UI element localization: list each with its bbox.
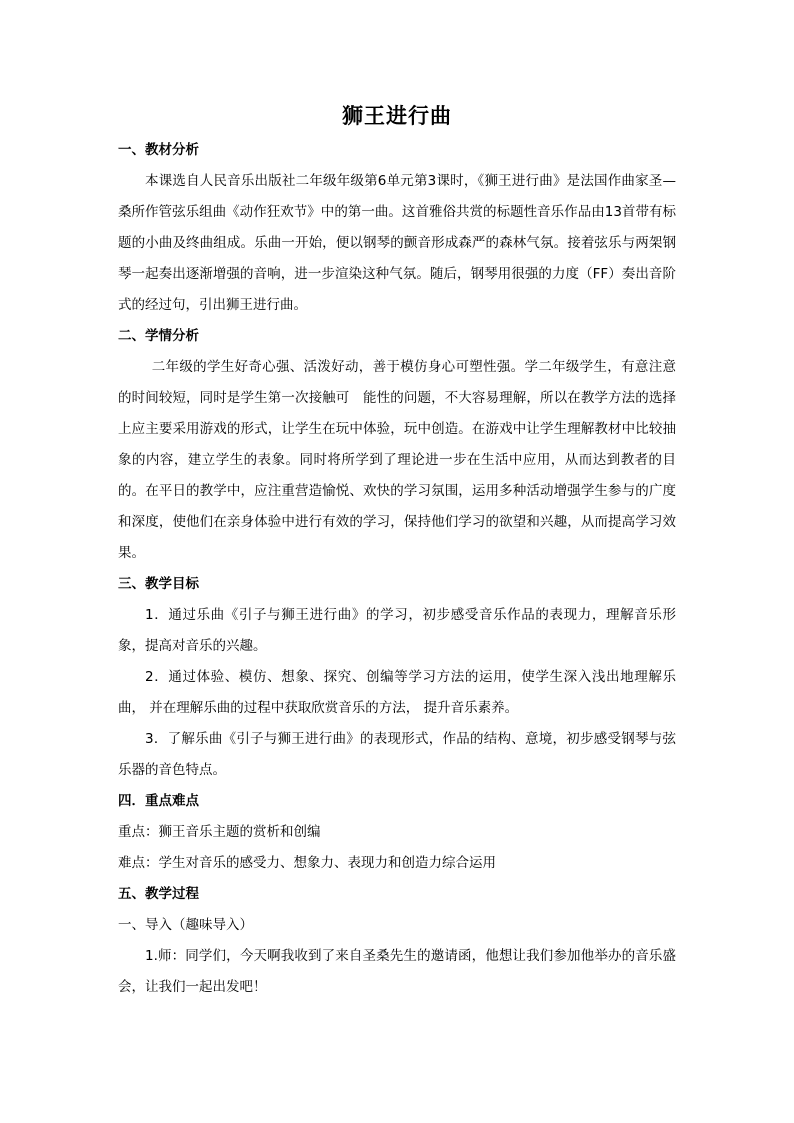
teaching-goal-item: 2．通过体验、模仿、想象、探究、创编等学习方法的运用，使学生深入浅出地理解乐曲， 并在理解乐曲的过程中获取欣赏音乐的方法， 提升音乐素养。 [118,669,676,716]
process-step-1: 1.师：同学们，今天啊我收到了来自圣桑先生的邀请函，他想让我们参加他举办的音乐盛会，让我们一起出发吧！ [118,948,676,995]
section-heading-textbook-analysis: 一、教材分析 [118,142,199,158]
document-page [118,98,676,1003]
document-title: 狮王进行曲 [342,104,452,128]
section-heading-teaching-goals: 三、教学目标 [118,576,199,592]
section-heading-student-analysis: 二、学情分析 [118,328,199,344]
section-heading-key-points: 四．重点难点 [118,793,199,809]
teaching-goal-item: 1．通过乐曲《引子与狮王进行曲》的学习，初步感受音乐作品的表现力，理解音乐形象，提高对音乐的兴趣。 [118,607,676,654]
teaching-goal-item: 3．了解乐曲《引子与狮王进行曲》的表现形式，作品的结构、意境，初步感受钢琴与弦乐器的音色特点。 [118,731,676,778]
textbook-analysis-paragraph: 本课选自人民音乐出版社二年级年级第6单元第3课时，《狮王进行曲》是法国作曲家圣—桑所作管弦乐组曲《动作狂欢节》中的第一曲。这首雅俗共赏的标题性音乐作品由13首带有标题的小曲及终曲组成。乐曲一开始，便以钢琴的颤音形成森严的森林气氛。接着弦乐与两架钢琴一起奏出逐渐增强的音响，进一步渲染这种气氛。随后，钢琴用很强的力度（FF）奏出音阶式的经过句，引出狮王进行曲。 [118,173,676,313]
key-point-focus: 重点：狮王音乐主题的赏析和创编 [118,824,321,840]
student-analysis-paragraph: 二年级的学生好奇心强、活泼好动，善于模仿身心可塑性强。学二年级学生，有意注意的时间较短，同时是学生第一次接触可 能性的问题，不大容易理解，所以在教学方法的选择上应主要采用游戏的形式，让学生在玩中体验，玩中创造。在游戏中让学生理解教材中比较抽象的内容，建立学生的表象。同时将所学到了理论进一步在生活中应用，从而达到教者的目的。在平日的教学中，应注重营造愉悦、欢快的学习氛围，运用多种活动增强学生参与的广度和深度，使他们在亲身体验中进行有效的学习，保持他们学习的欲望和兴趣，从而提高学习效果。 [118,359,676,561]
key-point-difficulty: 难点：学生对音乐的感受力、想象力、表现力和创造力综合运用 [118,855,496,871]
section-heading-teaching-process: 五、教学过程 [118,886,199,902]
process-subheading-intro: 一、导入（趣味导入） [118,917,253,933]
